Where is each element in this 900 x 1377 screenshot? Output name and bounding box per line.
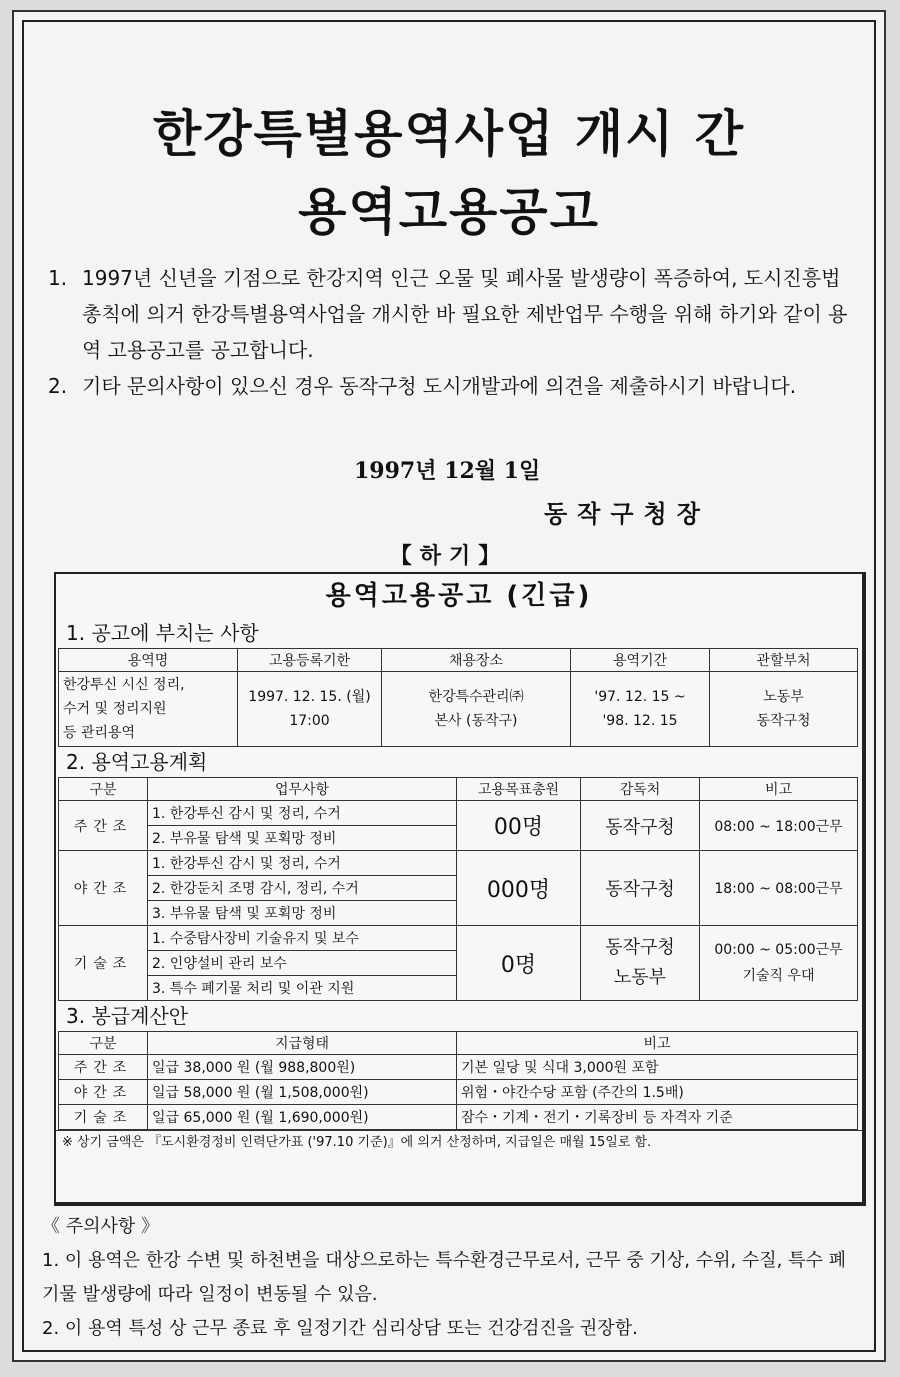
- document-page: [12, 10, 886, 1362]
- count-cell: 000명: [457, 851, 581, 926]
- pay-cell: 일급 58,000 원 (월 1,508,000원): [148, 1080, 457, 1105]
- cell-line: 본사 (동작구): [434, 713, 518, 729]
- intro-num: 1.: [48, 266, 68, 290]
- intro-paragraphs: [48, 260, 848, 404]
- group-label: 주간조: [59, 801, 148, 851]
- group-label: 주간조: [59, 1055, 148, 1080]
- col-header: 구분: [59, 1032, 148, 1055]
- supervisor-cell: 동작구청: [581, 851, 700, 926]
- salary-footnote: ※ 상기 금액은 『도시환경정비 인력단가표 ('97.10 기준)』에 의거 산정하며, 지급일은 매월 15일로 함.: [56, 1130, 862, 1155]
- hagi-heading: 【하기】: [389, 543, 509, 569]
- col-header: 업무사항: [148, 778, 457, 801]
- document-border: [22, 20, 876, 1352]
- caution-item: 2. 이 용역 특성 상 근무 종료 후 일정기간 심리상담 또는 건강검진을 권장함.: [42, 1318, 638, 1339]
- table-row: [59, 801, 858, 826]
- section-1-heading: 1. 공고에 부치는 사항: [66, 621, 259, 645]
- intro-item: [48, 368, 848, 404]
- cell-line: 노동부: [763, 689, 804, 705]
- cell-line: 노동부: [613, 967, 667, 988]
- intro-text: 1997년 신년을 기점으로 한강지역 인근 오물 및 폐사물 발생량이 폭증하여, 도시진흥법 총칙에 의거 한강특별용역사업을 개시한 바 필요한 제반업무 수행을 위해 하기와 같이 용역 고용공고를 공고합니다.: [82, 266, 848, 362]
- cell-line: 1997. 12. 15. (월): [248, 689, 371, 705]
- cell-line: 17:00: [289, 713, 330, 729]
- posting-table: [58, 648, 858, 747]
- col-header: 용역명: [59, 649, 238, 672]
- cell-line: 등 관리용역: [63, 725, 136, 741]
- salary-table: [58, 1031, 858, 1130]
- cell-line: '98. 12. 15: [602, 713, 678, 729]
- cautions-heading: 《 주의사항 》: [42, 1216, 159, 1237]
- col-header: 고용목표총원: [457, 778, 581, 801]
- cell-line: 동작구청: [605, 937, 675, 958]
- task-cell: 1. 수중탐사장비 기술유지 및 보수: [148, 926, 457, 951]
- cell-line: 한강특수관리㈜: [428, 689, 524, 705]
- task-cell: 2. 한강둔치 조명 감시, 정리, 수거: [148, 876, 457, 901]
- intro-text: 기타 문의사항이 있으신 경우 동작구청 도시개발과에 의견을 제출하시기 바랍니다.: [82, 374, 797, 398]
- table-row: [59, 1105, 858, 1130]
- table-header-row: [59, 1032, 858, 1055]
- note-cell: 잠수・기계・전기・기록장비 등 자격자 기준: [457, 1105, 858, 1130]
- signer: 동작구청장: [544, 499, 710, 528]
- supervisor-cell: 동작구청: [581, 801, 700, 851]
- count-cell: 00명: [457, 801, 581, 851]
- cell-line: '97. 12. 15 ~: [594, 689, 686, 705]
- task-cell: 2. 부유물 탐색 및 포획망 정비: [148, 826, 457, 851]
- notice-box: [54, 572, 866, 1206]
- caution-item: 1. 이 용역은 한강 수변 및 하천변을 대상으로하는 특수환경근무로서, 근무 중 기상, 수위, 수질, 특수 폐기물 발생량에 따라 일정이 변동될 수 있음.: [42, 1250, 847, 1305]
- service-name-cell: [59, 672, 238, 747]
- count-cell: 0명: [457, 926, 581, 1001]
- note-cell: 18:00 ~ 08:00근무: [700, 851, 858, 926]
- col-header: 채용장소: [382, 649, 571, 672]
- table-row: [59, 672, 858, 747]
- cautions: [42, 1210, 862, 1346]
- task-cell: 1. 한강투신 감시 및 정리, 수거: [148, 851, 457, 876]
- col-header: 고용등록기한: [238, 649, 382, 672]
- period-cell: [571, 672, 710, 747]
- table-header-row: [59, 649, 858, 672]
- intro-item: [48, 260, 848, 368]
- task-cell: 1. 한강투신 감시 및 정리, 수거: [148, 801, 457, 826]
- group-label: 기술조: [59, 926, 148, 1001]
- title-line-1: 한강특별용역사업 개시 간: [152, 104, 746, 163]
- group-label: 야간조: [59, 851, 148, 926]
- note-cell: [700, 926, 858, 1001]
- note-cell: 기본 일당 및 식대 3,000원 포함: [457, 1055, 858, 1080]
- table-row: [59, 926, 858, 951]
- table-header-row: [59, 778, 858, 801]
- table-row: [59, 851, 858, 876]
- group-label: 기술조: [59, 1105, 148, 1130]
- note-cell: 위험・야간수당 포함 (주간의 1.5배): [457, 1080, 858, 1105]
- note-cell: 08:00 ~ 18:00근무: [700, 801, 858, 851]
- section-2-heading: 2. 용역고용계획: [66, 750, 208, 774]
- task-cell: 3. 특수 폐기물 처리 및 이관 지원: [148, 976, 457, 1001]
- task-cell: 3. 부유물 탐색 및 포획망 정비: [148, 901, 457, 926]
- hiring-plan-table: [58, 777, 858, 1001]
- col-header: 비고: [700, 778, 858, 801]
- col-header: 비고: [457, 1032, 858, 1055]
- deadline-cell: [238, 672, 382, 747]
- col-header: 관할부처: [710, 649, 858, 672]
- cell-line: 00:00 ~ 05:00근무: [714, 942, 843, 958]
- place-cell: [382, 672, 571, 747]
- group-label: 야간조: [59, 1080, 148, 1105]
- section-3-heading: 3. 봉급계산안: [66, 1004, 189, 1028]
- col-header: 용역기간: [571, 649, 710, 672]
- table-row: [59, 1055, 858, 1080]
- col-header: 구분: [59, 778, 148, 801]
- pay-cell: 일급 65,000 원 (월 1,690,000원): [148, 1105, 457, 1130]
- cell-line: 한강투신 시신 정리,: [63, 677, 185, 693]
- pay-cell: 일급 38,000 원 (월 988,800원): [148, 1055, 457, 1080]
- col-header: 감독처: [581, 778, 700, 801]
- cell-line: 수거 및 정리지원: [63, 701, 167, 717]
- col-header: 지급형태: [148, 1032, 457, 1055]
- task-cell: 2. 인양설비 관리 보수: [148, 951, 457, 976]
- title-line-2: 용역고용공고: [298, 182, 600, 241]
- dept-cell: [710, 672, 858, 747]
- supervisor-cell: [581, 926, 700, 1001]
- cell-line: 기술직 우대: [742, 968, 815, 984]
- issue-date: 1997년 12월 1일: [354, 458, 541, 484]
- cell-line: 동작구청: [756, 713, 811, 729]
- intro-num: 2.: [48, 374, 68, 398]
- table-row: [59, 1080, 858, 1105]
- notice-title: 용역고용공고 (긴급): [325, 581, 593, 611]
